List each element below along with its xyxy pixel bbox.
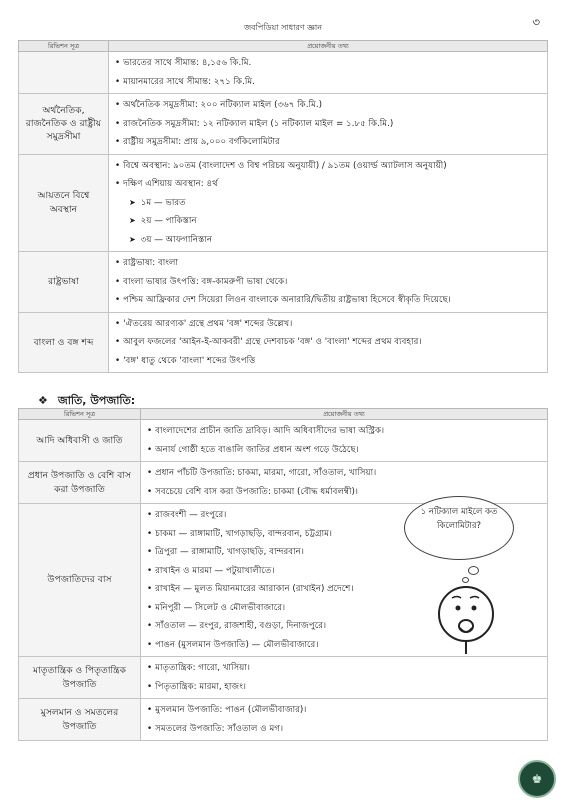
list-item: • দক্ষিণ এশিয়ায় অবস্থান: ৪র্থ [115, 175, 541, 194]
list-item: • অনার্য গোষ্ঠী হতে বাঙালি জাতির প্রধান অংশ গড়ে উঠেছে। [147, 441, 541, 460]
list-item: • ত্রিপুরা — রাঙ্গামাটি, খাগড়াছড়ি, বান্দরবান। [147, 543, 541, 562]
row-content [141, 462, 548, 504]
list-item: • রাষ্ট্রভাষা: বাংলা [115, 254, 541, 273]
row-label: প্রধান উপজাতি ও বেশি বাস করা উপজাতি [19, 462, 141, 504]
page-number: ৩ [532, 15, 540, 29]
list-item: • পশ্চিম আফ্রিকার দেশ সিয়েরা লিওন বাংলাকে অনারারি/দ্বিতীয় রাষ্ট্রভাষা হিসেবে স্বীকৃতি দিয়েছে। [115, 291, 541, 310]
list-item: • রাষ্ট্রীয় সমুদ্রসীমা: প্রায় ৯,০০০ বর্গকিলোমিটার [115, 133, 541, 152]
column-header-info: প্রয়োজনীয় তথ্য [109, 41, 548, 52]
list-item: • রাজবংশী — রংপুরে। [147, 506, 541, 525]
thinking-person-icon [432, 584, 502, 656]
thought-bubble [404, 496, 514, 560]
list-item: • আবুল ফজলের 'আইন-ই-আকবরী' গ্রন্থে দেশবাচক 'বঙ্গ' ও 'বাংলা' শব্দের প্রথম ব্যবহার। [115, 333, 541, 352]
row-label [19, 52, 109, 94]
row-content [141, 699, 548, 741]
list-item: • মাতৃতান্ত্রিক: গারো, খাসিয়া। [147, 659, 541, 678]
row-content [109, 312, 548, 373]
thought-dot [462, 577, 469, 583]
sub-list-item: ➤ ৩য় — আফগানিস্তান [115, 231, 541, 250]
list-item: • বাংলাদেশের প্রাচীন জাতি দ্রাবিড়। আদি অধিবাসীদের ভাষা অস্ট্রিক। [147, 422, 541, 441]
list-item: • 'ঐতরেয় আরণ্যক' গ্রন্থে প্রথম 'বঙ্গ' শব্দের উল্লেখ। [115, 315, 541, 334]
list-item: • বাংলা ভাষার উৎপত্তি: বঙ্গ-কামরুপী ভাষা থেকে। [115, 273, 541, 292]
row-label: মুসলমান ও সমতলের উপজাতি [19, 699, 141, 741]
row-label: আয়তনে বিশ্বে অবস্থান [19, 154, 109, 252]
list-item: • পিতৃতান্ত্রিক: মারমা, হাজং। [147, 678, 541, 697]
row-label: অর্থনৈতিক, রাজনৈতিক ও রাষ্ট্রীয় সমুদ্রসীমা [19, 94, 109, 155]
column-header-revision: রিভিশন সূত্র [19, 409, 141, 420]
table-row [19, 420, 548, 462]
table-row [19, 312, 548, 373]
table-row [19, 52, 548, 94]
row-label: উপজাতিদের বাস [19, 504, 141, 657]
jobpedia-logo-icon: ♚ [518, 760, 556, 798]
table-row [19, 657, 548, 699]
list-item: • প্রধান পাঁচটি উপজাতি: চাকমা, মারমা, গারো, সাঁওতাল, খাসিয়া। [147, 464, 541, 483]
sub-list-item: ➤ ১ম — ভারত [115, 194, 541, 213]
section-heading-text: জাতি, উপজাতি: [57, 394, 136, 407]
row-label: বাংলা ও বঙ্গ শব্দ [19, 312, 109, 373]
list-item: • রাখাইন ও মারমা — পটুয়াখালীতে। [147, 562, 541, 581]
list-item: • সাঁওতাল — রংপুর, রাজশাহী, বগুড়া, দিনাজপুরে। [147, 617, 541, 636]
list-item: • মুসলমান উপজাতি: পাঙন (মৌলভীবাজার)। [147, 701, 541, 720]
column-header-info: প্রয়োজনীয় তথ্য [141, 409, 548, 420]
diamond-bullet-icon: ❖ [38, 394, 48, 407]
list-item: • সমতলের উপজাতি: সাঁওতাল ও মগ। [147, 720, 541, 739]
list-item: • 'বঙ্গ' ধাতু থেকে 'বাংলা' শব্দের উৎপত্তি [115, 352, 541, 371]
list-item: • চাকমা — রাঙ্গামাটি, খাগড়াছড়ি, বান্দরবান, চট্টগ্রাম। [147, 525, 541, 544]
thought-bubble-text: ১ নটিক্যাল মাইলে কত কিলোমিটার? [420, 507, 498, 531]
thought-dot [468, 566, 479, 575]
list-item: • রাজনৈতিক সমুদ্রসীমা: ১২ নটিক্যাল মাইল (১ নটিক্যাল মাইল = ১.৮৫ কি.মি.) [115, 115, 541, 134]
table-row [19, 699, 548, 741]
row-content [109, 52, 548, 94]
list-item: • রাখাইন — মুলত মিয়ানমারের আরাকান (রাখাইন) প্রদেশে। [147, 580, 541, 599]
column-header-revision: রিভিশন সূত্র [19, 41, 109, 52]
info-table-borders [18, 40, 548, 373]
row-label: মাতৃতান্ত্রিক ও পিতৃতান্ত্রিক উপজাতি [19, 657, 141, 699]
list-item: • সবচেয়ে বেশি বাস করা উপজাতি: চাকমা (বৌদ্ধ ধর্মাবলম্বী)। [147, 483, 541, 502]
row-content [109, 252, 548, 313]
row-content [141, 657, 548, 699]
sub-list-item: ➤ ২য় — পাকিস্তান [115, 212, 541, 231]
row-content [109, 94, 548, 155]
table-row [19, 252, 548, 313]
row-label: রাষ্ট্রভাষা [19, 252, 109, 313]
list-item: • পাঙন (মুসলমান উপজাতি) — মৌলভীবাজারে। [147, 636, 541, 655]
list-item: • ভারতের সাথে সীমান্ত: ৪,১৫৬ কি.মি. [115, 54, 541, 73]
table-row [19, 154, 548, 252]
list-item: • অর্থনৈতিক সমুদ্রসীমা: ২০০ নটিক্যাল মাইল (৩৬৭ কি.মি.) [115, 96, 541, 115]
list-item: • মনিপুরী — সিলেট ও মৌলভীবাজারে। [147, 599, 541, 618]
list-item: • বিশ্বে অবস্থান: ৯০তম (বাংলাদেশ ও বিশ্ব পরিচয় অনুযায়ী) / ৯১তম (ওয়ার্ল্ড অ্যাটলাস অনুযায়ী) [115, 157, 541, 176]
list-item: • মায়ানমারের সাথে সীমান্ত: ২৭১ কি.মি. [115, 73, 541, 92]
row-content [109, 154, 548, 252]
info-table-tribes [18, 408, 548, 741]
row-content [141, 420, 548, 462]
table-row [19, 94, 548, 155]
row-label: আদি অধিবাসী ও জাতি [19, 420, 141, 462]
page-header-title: জবপিডিয়া সাধারণ জ্ঞান [243, 23, 323, 32]
